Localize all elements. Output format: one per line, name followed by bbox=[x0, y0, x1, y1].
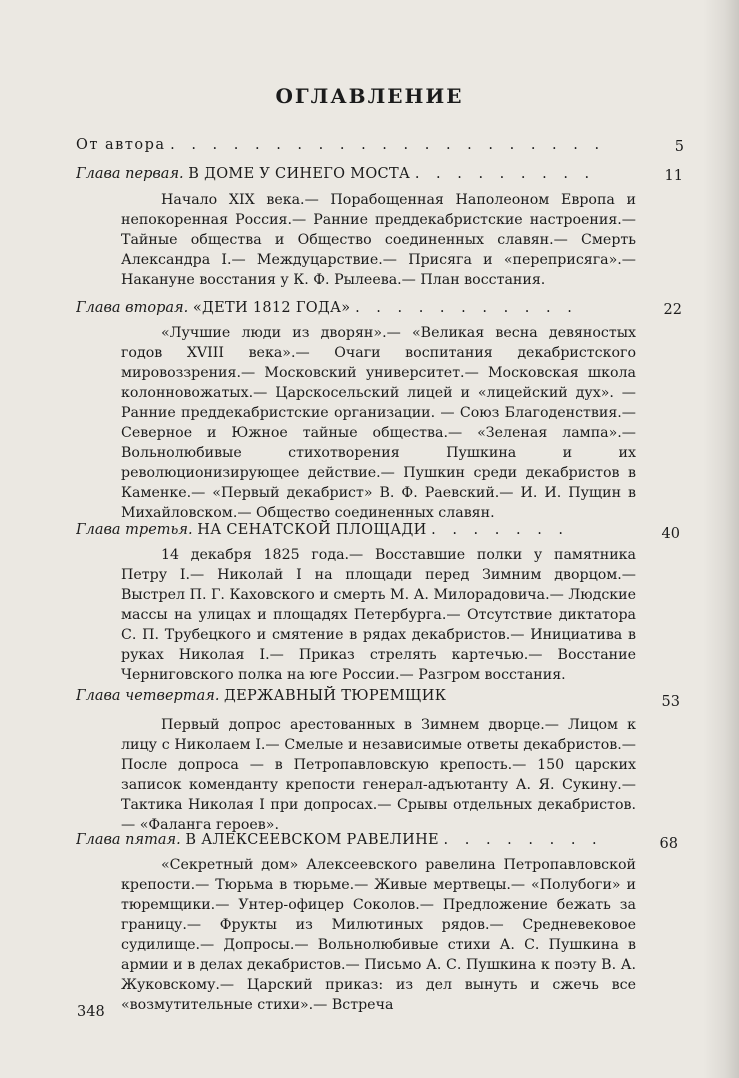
page-number: 348 bbox=[77, 1004, 105, 1020]
toc-entry-intro bbox=[76, 135, 652, 155]
chapter-summary-text: Начало XIX века.— Порабощенная Наполеоном Европа и непокоренная Россия.— Ранние преддекабристские настроения.— Тайные общества и Общество соединенных славян.— Смерть Александра I.— Междуцарствие.— Присяга и «переприсяга».— Накануне восстания у К. Ф. Рылеева.— План восстания. bbox=[121, 192, 636, 288]
toc-page-number: 53 bbox=[661, 694, 680, 710]
leader-dots: . . . . . . . bbox=[431, 522, 570, 538]
toc-page-number: 22 bbox=[663, 302, 682, 318]
leader-dots: . . . . . . . . bbox=[443, 832, 603, 848]
chapter-summary bbox=[121, 545, 636, 687]
chapter-summary-text: 14 декабря 1825 года.— Восставшие полки у памятника Петру I.— Николай I на площади перед Зимним дворцом.— Выстрел П. Г. Каховского и смерть М. А. Милорадовича.— Людские массы на улицах и площадях Петербурга.— Отсутствие диктатора С. П. Трубецкого и смятение в рядах декабристов.— Инициатива в руках Николая I.— Приказ стрелять картечью.— Восстание Черниговского полка на юге России.— Разгром восстания. bbox=[121, 547, 636, 683]
leader-dots: . . . . . . . . . . . bbox=[355, 300, 578, 316]
toc-entry-chapter-2 bbox=[76, 298, 652, 318]
toc-page-number: 40 bbox=[661, 526, 680, 542]
leader-dots: . . . . . . . . . bbox=[414, 166, 596, 182]
chapter-label: Глава четвертая. bbox=[76, 688, 220, 704]
chapter-label: Глава пятая. bbox=[76, 832, 181, 848]
chapter-summary-text: Первый допрос арестованных в Зимнем дворце.— Лицом к лицу с Николаем I.— Смелые и независимые ответы декабристов.— После допроса — в Петропавловскую крепость.— 150 царских записок коменданту крепости генерал-адъютанту А. Я. Сукину.— Тактика Николая I при допросах.— Срывы отдельных декабристов.— «Фаланга героев». bbox=[121, 717, 636, 833]
toc-entry-label: От автора bbox=[76, 137, 166, 153]
toc-page-number: 68 bbox=[659, 836, 678, 852]
page-title: ОГЛАВЛЕНИЕ bbox=[275, 84, 464, 108]
page-edge-shadow bbox=[703, 0, 739, 1078]
chapter-label: Глава первая. bbox=[76, 166, 184, 182]
chapter-summary-text: «Секретный дом» Алексеевского равелина Петропавловской крепости.— Тюрьма в тюрьме.— Живые мертвецы.— «Полубоги» и тюремщики.— Унтер-офицер Соколов.— Предложение бежать за границу.— Фрукты из Милютиных рядов.— Средневековое судилище.— Допросы.— Вольнолюбивые стихи А. С. Пушкина в армии и в делах декабристов.— Письмо А. С. Пушкина к поэту В. А. Жуковскому.— Царский приказ: из дел вынуть и сжечь все «возмутительные стихи».— Встреча bbox=[121, 857, 636, 1013]
chapter-label: Глава третья. bbox=[76, 522, 193, 538]
toc-page-number: 5 bbox=[674, 139, 684, 155]
chapter-summary bbox=[121, 855, 636, 1013]
chapter-summary bbox=[121, 190, 636, 310]
chapter-summary-text: «Лучшие люди из дворян».— «Великая весна девяностых годов XVIII века».— Очаги воспитания декабристского мировоззрения.— Московский университет.— Московская школа колонновожатых.— Царскосельский лицей и «лицейский дух». — Ранние преддекабристские организации. — Союз Благоденствия.— Северное и Южное тайные общества.— «Зеленая лампа».— Вольнолюбивые стихотворения Пушкина и их революционизирующее действие.— Пушкин среди декабристов в Каменке.— «Первый декабрист» В. Ф. Раевский.— И. И. Пущин в Михайловском.— Общество соединенных славян. bbox=[121, 325, 636, 521]
chapter-summary bbox=[121, 323, 636, 521]
chapter-label: Глава вторая. bbox=[76, 300, 189, 316]
toc-entry-chapter-4 bbox=[76, 686, 652, 706]
leader-dots: . . . . . . . . . . . . . . . . . . . . . bbox=[170, 137, 606, 153]
toc-entry-chapter-5 bbox=[76, 830, 652, 850]
toc-entry-chapter-3 bbox=[76, 520, 652, 540]
chapter-title: ДЕРЖАВНЫЙ ТЮРЕМЩИК bbox=[224, 688, 447, 704]
toc-page-number: 11 bbox=[664, 168, 683, 184]
chapter-title: В ДОМЕ У СИНЕГО МОСТА bbox=[188, 166, 411, 182]
chapter-title: НА СЕНАТСКОЙ ПЛОЩАДИ bbox=[197, 522, 427, 538]
chapter-title: «ДЕТИ 1812 ГОДА» bbox=[192, 300, 351, 316]
chapter-summary bbox=[121, 715, 636, 837]
chapter-title: В АЛЕКСЕЕВСКОМ РАВЕЛИНЕ bbox=[185, 832, 439, 848]
toc-entry-chapter-1 bbox=[76, 164, 652, 184]
